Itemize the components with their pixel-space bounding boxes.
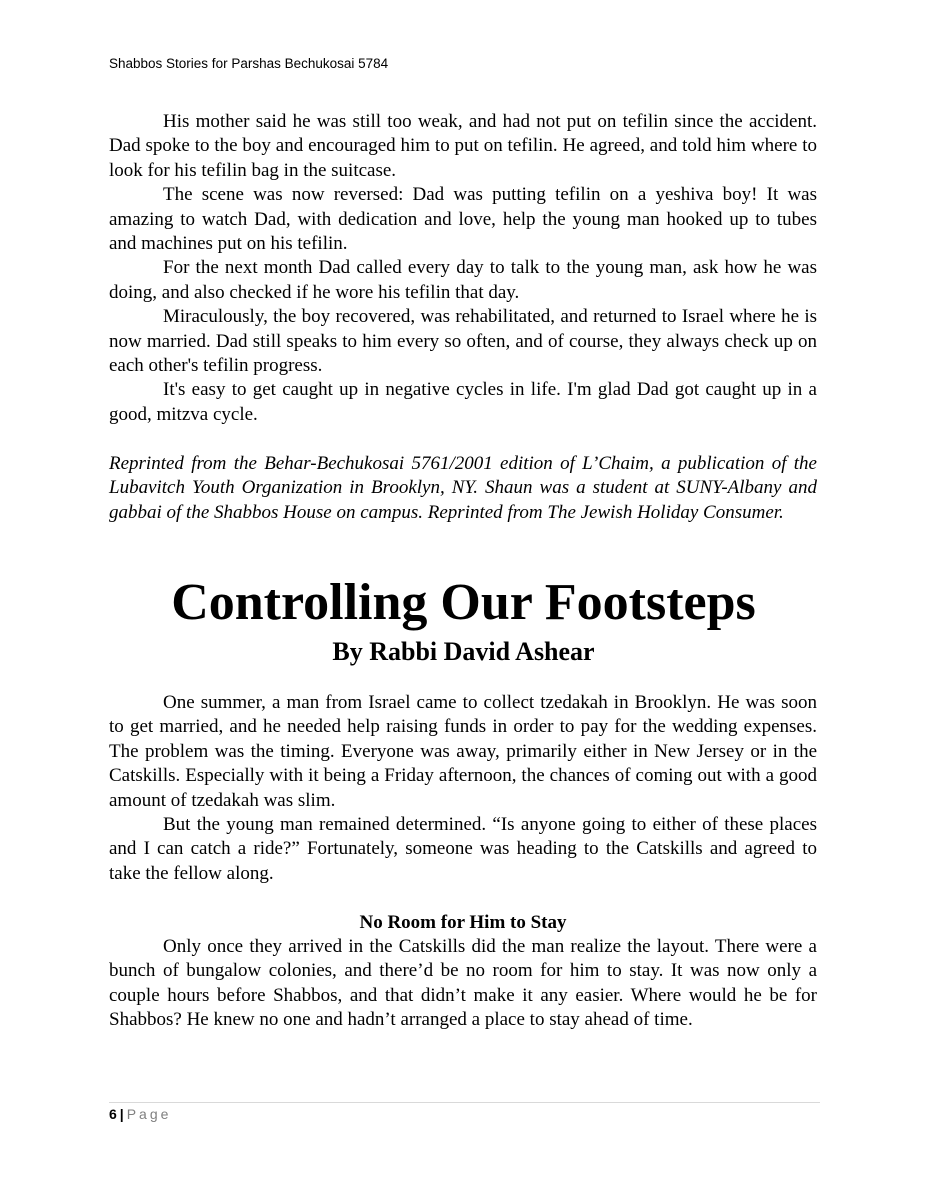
reprint-credit: Reprinted from the Behar-Bechukosai 5761/2001 edition of L’Chaim, a publication of the Lubavitch Youth Organization in Brooklyn, NY. Shaun was a student at SUNY-Albany and gabbai of the Shabbos House on campus. Reprinted from The Jewish Holiday Consumer. <box>109 453 817 523</box>
paragraph: Miraculously, the boy recovered, was rehabilitated, and returned to Israel where he is now married. Dad still speaks to him every so often, and of course, they always check up on each other's tefilin progress. <box>109 306 817 377</box>
article-title: Controlling Our Footsteps <box>171 574 756 631</box>
paragraph: The scene was now reversed: Dad was putting tefilin on a yeshiva boy! It was amazing to watch Dad, with dedication and love, help the young man hooked up to tubes and machines put on his tefilin. <box>109 184 817 255</box>
page-label: Page <box>126 1106 172 1122</box>
paragraph: But the young man remained determined. “Is anyone going to either of these places and I can catch a ride?” Fortunately, someone was heading to the Catskills and agreed to take the fellow along. <box>109 814 817 884</box>
paragraph: One summer, a man from Israel came to collect tzedakah in Brooklyn. He was soon to get married, and he needed help raising funds in order to pay for the wedding expenses. The problem was the timing. Everyone was away, primarily either in New Jersey or in the Catskills. Especially with it being a Friday afternoon, the chances of coming out with a good amount of tzedakah was slim. <box>109 692 817 811</box>
paragraph: His mother said he was still too weak, and had not put on tefilin since the accident. Dad spoke to the boy and encouraged him to put on tefilin. He agreed, and told him where to look for his tefilin bag in the suitcase. <box>109 111 817 181</box>
page-number: 6 <box>109 1106 117 1122</box>
paragraph: It's easy to get caught up in negative cycles in life. I'm glad Dad got caught up in a good, mitzva cycle. <box>109 379 817 425</box>
page-footer <box>109 1106 171 1122</box>
paragraph: For the next month Dad called every day to talk to the young man, ask how he was doing, and also checked if he wore his tefilin that day. <box>109 257 817 303</box>
section-heading: No Room for Him to Stay <box>359 912 567 933</box>
story2-body <box>109 691 817 886</box>
footer-divider <box>109 1102 820 1103</box>
story1-body <box>109 110 817 427</box>
paragraph: Only once they arrived in the Catskills did the man realize the layout. There were a bunch of bungalow colonies, and there’d be no room for him to stay. It was now only a couple hours before Shabbos, and that didn’t make it any easier. Where would he be for Shabbos? He knew no one and hadn’t arranged a place to stay ahead of time. <box>109 936 817 1031</box>
article-byline: By Rabbi David Ashear <box>332 637 595 666</box>
running-header: Shabbos Stories for Parshas Bechukosai 5784 <box>109 56 389 71</box>
story2-section-body <box>109 935 817 1033</box>
footer-separator: | <box>119 1106 124 1122</box>
